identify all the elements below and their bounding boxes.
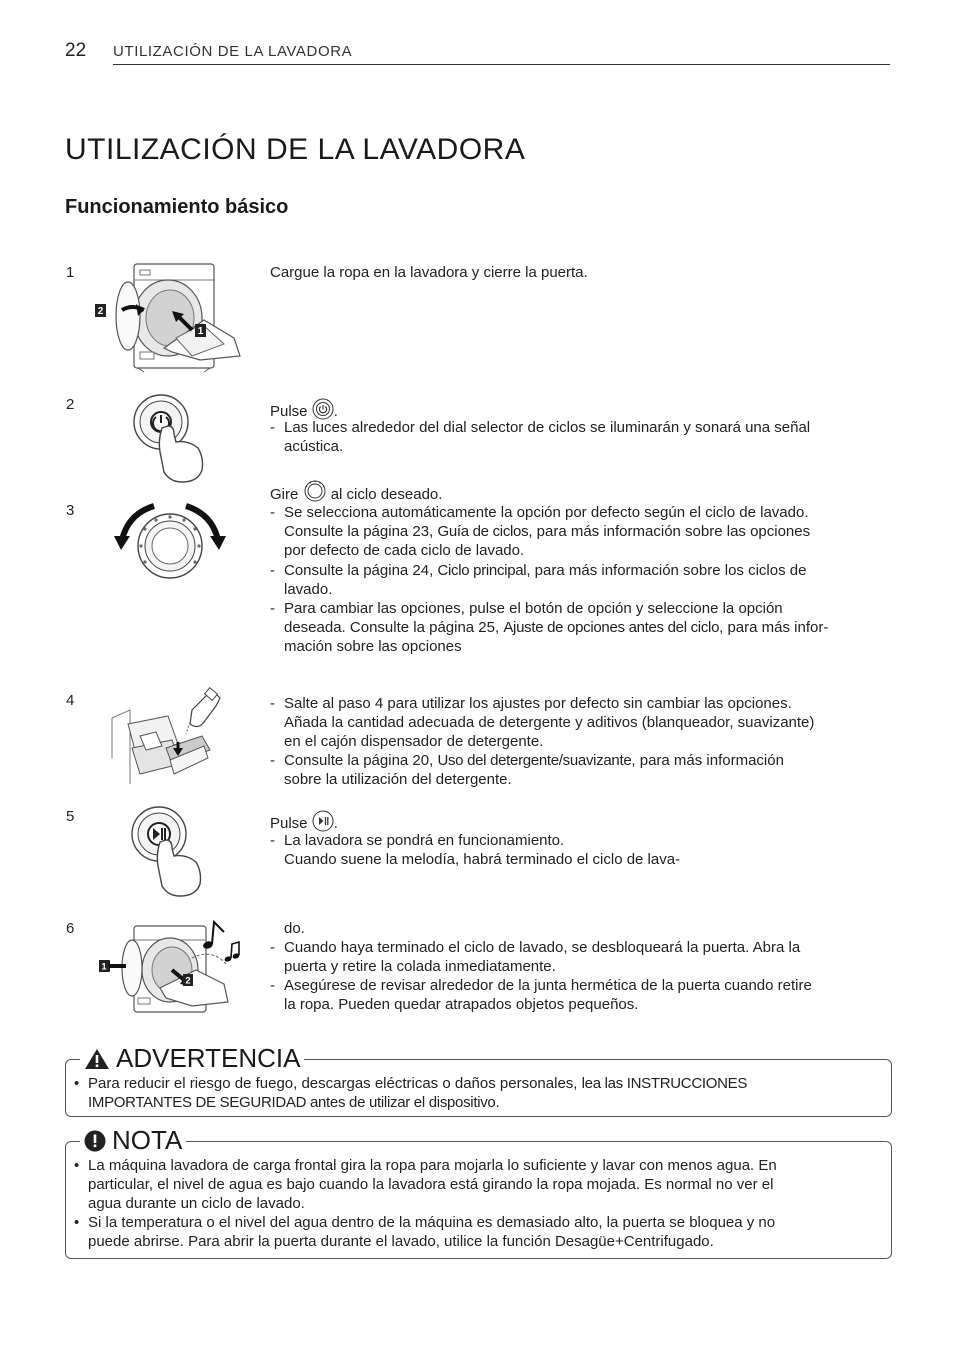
step1-badge-2: 2 (97, 306, 104, 317)
text-part: , para más infor- (719, 619, 829, 636)
load-laundry-illustration (92, 260, 252, 375)
bullet: • (74, 1157, 80, 1174)
step-4-number: 4 (66, 692, 75, 709)
dash: - (270, 832, 275, 849)
step-3-b1-l3: por defecto de cada ciclo de lavado. (284, 542, 525, 559)
step-4-b1-l1: Salte al paso 4 para utilizar los ajustes por defecto sin cambiar las opciones. (284, 695, 792, 712)
step-4-b1-l3: en el cajón dispensador de detergente. (284, 733, 544, 750)
step-3-b1-l1: Se selecciona automáticamente la opción por defecto según el ciclo de lavado. (284, 504, 809, 521)
warning-line-2: IMPORTANTES DE SEGURIDAD antes de utilizar el dispositivo. (88, 1094, 500, 1111)
text-part: , para más información sobre los ciclos de (526, 562, 807, 579)
step6-badge-1: 1 (101, 961, 107, 973)
dial-icon (303, 479, 327, 503)
dash: - (270, 977, 275, 994)
note-b2-l1: Si la temperatura o el nivel del agua dentro de la máquina es demasiado alto, la puerta se bloquea y no (88, 1214, 776, 1231)
pulse-label-5: Pulse (270, 815, 308, 832)
text-part: , para más información (631, 752, 784, 769)
dash: - (270, 600, 275, 617)
unload-laundry-illustration (96, 918, 246, 1018)
ref-ciclo-principal[interactable]: Ciclo principal (437, 562, 527, 579)
warning-title-text: ADVERTENCIA (116, 1043, 301, 1073)
dash: - (270, 504, 275, 521)
pulse-period: . (333, 403, 338, 420)
pulse-label: Pulse (270, 403, 308, 420)
section-subtitle: Funcionamiento básico (65, 196, 289, 218)
step-3-number: 3 (66, 502, 75, 519)
note-b1-l3: agua durante un ciclo de lavado. (88, 1195, 305, 1212)
text-part: , para más información sobre las opciones (528, 523, 811, 540)
step-2-bullet-1-cont: acústica. (284, 438, 344, 455)
music-note-icon (202, 922, 240, 963)
step-6-b2-l2: la ropa. Pueden quedar atrapados objetos pequeños. (284, 996, 639, 1013)
pulse-period-5: . (333, 815, 338, 832)
step-4-b2-l1 (284, 751, 784, 770)
warning-title (80, 1043, 304, 1074)
note-b2-l2: puede abrirse. Para abrir la puerta durante el lavado, utilice la función Desagüe+Centrifugado. (88, 1233, 714, 1250)
step-1-text: Cargue la ropa en la lavadora y cierre la puerta. (270, 264, 588, 281)
note-title-text: NOTA (112, 1125, 183, 1155)
step-6-number: 6 (66, 920, 75, 937)
info-exclamation-icon (84, 1130, 106, 1152)
step-4-b1-l2: Añada la cantidad adecuada de detergente y aditivos (blanqueador, suavizante) (284, 714, 815, 731)
step-3-b2-l2: lavado. (284, 581, 333, 598)
text-part: Para reducir el riesgo de fuego, descargas eléctricas o daños personales, (88, 1075, 578, 1092)
step-5-b1-l2: Cuando suene la melodía, habrá terminado el ciclo de lava- (284, 851, 681, 868)
text-part: Consulte la página 20, (284, 752, 434, 769)
step6-badge-2: 2 (185, 975, 191, 987)
bullet: • (74, 1214, 80, 1231)
step-6-continuation: do. (284, 920, 305, 937)
warning-emphasis: lea las INSTRUCCIONES (581, 1075, 748, 1092)
warning-triangle-icon (84, 1048, 110, 1070)
text-part: deseada. Consulte la página 25, (284, 619, 500, 636)
step-3-b3-l3: mación sobre las opciones (284, 638, 462, 655)
dash: - (270, 419, 275, 436)
step-6-b2-l1: Asegúrese de revisar alrededor de la junta hermética de la puerta cuando retire (284, 977, 812, 994)
header-rule (113, 64, 890, 65)
start-pause-icon (312, 810, 334, 832)
step1-badge-1: 1 (197, 326, 204, 337)
page-title: UTILIZACIÓN DE LA LAVADORA (65, 133, 526, 166)
ref-guia-de-ciclos[interactable]: Guía de ciclos (437, 523, 529, 540)
detergent-drawer-illustration (110, 688, 245, 788)
step-5-b1-l1: La lavadora se pondrá en funcionamiento. (284, 832, 565, 849)
step-6-b1-l1: Cuando haya terminado el ciclo de lavado, se desbloqueará la puerta. Abra la (284, 939, 801, 956)
page-number: 22 (65, 40, 87, 61)
gire-desc: al ciclo deseado. (330, 486, 443, 503)
dash: - (270, 695, 275, 712)
ref-uso-detergente[interactable]: Uso del detergente/suavizante (437, 752, 632, 769)
bullet: • (74, 1075, 80, 1092)
dash: - (270, 939, 275, 956)
dash: - (270, 562, 275, 579)
step-3-b3-l2 (284, 618, 828, 637)
step-2-bullet-1: Las luces alrededor del dial selector de ciclos se iluminarán y sonará una señal (284, 419, 811, 436)
note-b1-l1: La máquina lavadora de carga frontal gira la ropa para mojarla lo suficiente y lavar con menos agua. En (88, 1157, 777, 1174)
note-b1-l2: particular, el nivel de agua es bajo cuando la lavadora está girando la ropa mojada. Es normal no ver el (88, 1176, 774, 1193)
cycle-dial-illustration (112, 500, 228, 582)
step-5-number: 5 (66, 808, 75, 825)
step-3-b3-l1: Para cambiar las opciones, pulse el botón de opción y seleccione la opción (284, 600, 783, 617)
ref-ajuste-opciones[interactable]: Ajuste de opciones antes del ciclo (503, 619, 720, 636)
step-6-b1-l2: puerta y retire la colada inmediatamente. (284, 958, 556, 975)
start-pause-illustration (130, 804, 210, 896)
step-1-number: 1 (66, 264, 75, 281)
text-part: Consulte la página 23, (284, 523, 434, 540)
text-part: Consulte la página 24, (284, 562, 434, 579)
dash: - (270, 752, 275, 769)
note-title (80, 1125, 186, 1156)
step-4-b2-l2: sobre la utilización del detergente. (284, 771, 512, 788)
step-3-b1-l2 (284, 522, 810, 541)
step-3-b2-l1 (284, 561, 806, 580)
step-2-number: 2 (66, 396, 75, 413)
gire-label: Gire (270, 486, 299, 503)
running-header: UTILIZACIÓN DE LA LAVADORA (113, 43, 353, 60)
warning-line-1 (88, 1074, 747, 1093)
power-button-illustration (132, 392, 210, 484)
power-icon (312, 398, 334, 420)
